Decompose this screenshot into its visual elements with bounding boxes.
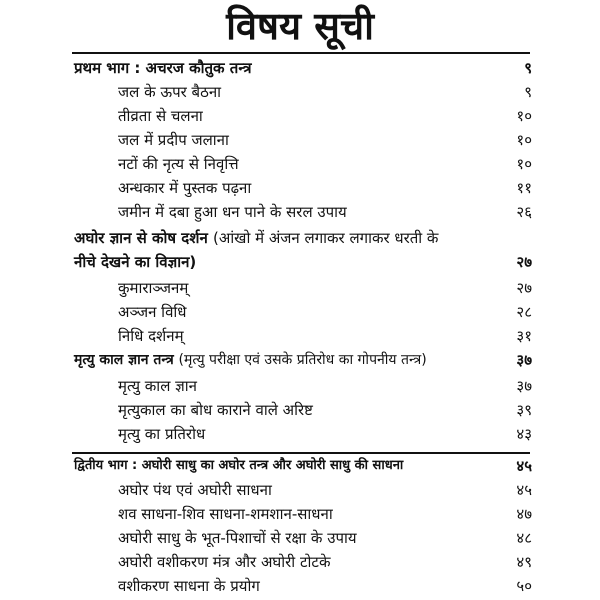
toc-entry — [0, 526, 600, 550]
toc-page-number: ४५ — [516, 481, 532, 499]
toc-page-number: ३१ — [516, 327, 532, 345]
toc-page-number: १० — [516, 107, 532, 125]
toc-heading-text: मृत्यु काल ज्ञान तन्त्र — [74, 352, 174, 368]
toc-page-number: २७ — [516, 253, 532, 271]
toc-entry-title: अन्धकार में पुस्तक पढ़ना — [118, 179, 252, 197]
toc-entry-title: तीव्रता से चलना — [118, 107, 203, 125]
toc-entry — [0, 276, 600, 300]
toc-entry-title — [74, 348, 427, 372]
toc-entry — [0, 104, 600, 128]
toc-entry — [0, 176, 600, 200]
toc-heading-note: (आंखो में अंजन लगाकर लगाकर धरती के — [213, 229, 439, 247]
toc-page-number: ३७ — [516, 351, 532, 369]
toc-entry — [0, 152, 600, 176]
toc-entry-title: निधि दर्शनम् — [118, 327, 184, 345]
toc-page-number: ९ — [524, 59, 532, 77]
toc-entry — [0, 478, 600, 502]
toc-entry-title: मृत्युकाल का बोध काराने वाले अरिष्ट — [118, 401, 313, 419]
toc-page-number: ३७ — [516, 377, 532, 395]
toc-section-heading — [0, 56, 600, 80]
toc-entry — [0, 80, 600, 104]
toc-page-number: ३९ — [516, 401, 532, 419]
toc-heading-text: अघोर ज्ञान से कोष दर्शन — [74, 229, 208, 247]
toc-entry-title: अघोरी साधु के भूत-पिशाचों से रक्षा के उपाय — [118, 529, 357, 547]
toc-page-number: ४९ — [516, 553, 532, 571]
toc-page-number: ९ — [524, 83, 532, 101]
toc-page-number: १० — [516, 131, 532, 149]
toc-entry-title: मृत्यु काल ज्ञान — [118, 377, 197, 395]
toc-entry-title: जल में प्रदीप जलाना — [118, 131, 229, 149]
toc-entry-title: द्वितीय भाग : अघोरी साधु का अघोर तन्त्र और अघोरी साधु की साधना — [74, 458, 404, 473]
toc-heading-continuation-row — [0, 250, 600, 274]
toc-entry — [0, 422, 600, 446]
toc-entry-title: नटों की नृत्य से निवृत्ति — [118, 155, 239, 173]
toc-entry — [0, 374, 600, 398]
toc-entry-title: शव साधना-शिव साधना-शमशान-साधना — [118, 505, 333, 523]
toc-entry — [0, 550, 600, 574]
toc-page-number: ११ — [516, 179, 532, 197]
toc-page-number: २७ — [516, 279, 532, 297]
toc-page-number: २८ — [516, 303, 532, 321]
toc-entry-title: अघोर पंथ एवं अघोरी साधना — [118, 481, 272, 499]
toc-entry — [0, 300, 600, 324]
toc-entry-title: अघोरी वशीकरण मंत्र और अघोरी टोटके — [118, 553, 331, 571]
toc-heading-note: (मृत्यु परीक्षा एवं उसके प्रतिरोध का गोपनीय तन्त्र) — [178, 352, 427, 368]
toc-page-number: ५० — [516, 577, 532, 595]
toc-entry-title — [74, 226, 438, 250]
toc-section-heading — [0, 454, 600, 478]
page-title: विषय सूची — [226, 4, 374, 48]
toc-entry-title: कुमाराञ्जनम् — [118, 279, 189, 297]
toc-entry-title: मृत्यु का प्रतिरोध — [118, 425, 206, 443]
toc-entry-title: जल के ऊपर बैठना — [118, 83, 222, 101]
toc-entry — [0, 200, 600, 224]
toc-entry — [0, 324, 600, 348]
toc-entry-title: अञ्जन विधि — [118, 303, 187, 321]
toc-heading-continuation: नीचे देखने का विज्ञान) — [74, 253, 197, 271]
toc-entry — [0, 574, 600, 598]
toc-entry — [0, 502, 600, 526]
toc-page-number: ४५ — [516, 457, 532, 475]
toc-entry-title: वशीकरण साधना के प्रयोग — [118, 577, 260, 595]
toc-page-number: ४७ — [516, 505, 532, 523]
toc-page-number: १० — [516, 155, 532, 173]
toc-section-heading — [0, 226, 600, 250]
toc-entry-title: जमीन में दबा हुआ धन पाने के सरल उपाय — [118, 203, 347, 221]
toc-page-number: २६ — [516, 203, 532, 221]
title-divider — [72, 52, 530, 54]
toc-entry — [0, 128, 600, 152]
toc-page-number: ४३ — [516, 425, 532, 443]
toc-page-number: ४८ — [516, 529, 532, 547]
toc-section-heading — [0, 348, 600, 372]
toc-entry-title: प्रथम भाग : अचरज कौतुक तन्त्र — [74, 59, 252, 77]
toc-entry — [0, 398, 600, 422]
